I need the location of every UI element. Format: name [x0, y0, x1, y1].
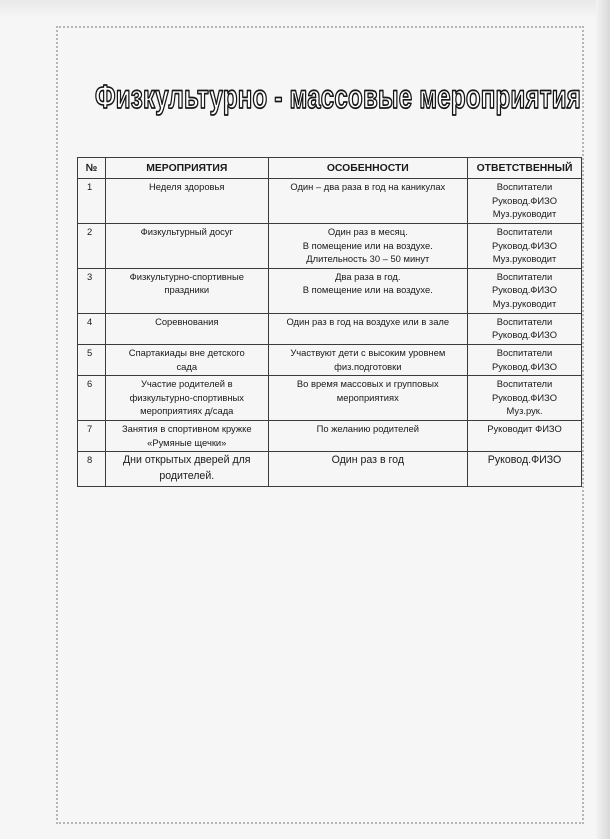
- table-row: [78, 452, 582, 487]
- responsible-line: Руковод.ФИЗО: [487, 454, 562, 467]
- event-line: физкультурно-спортивных: [129, 391, 244, 403]
- row-number: 2: [78, 223, 106, 268]
- event-cell: [105, 376, 268, 421]
- event-cell: [105, 452, 268, 487]
- responsible-line: Муз.рук.: [506, 405, 543, 417]
- feature-cell: [268, 421, 467, 452]
- event-line: родителей.: [159, 469, 215, 482]
- page-title: [88, 64, 588, 120]
- feature-line: В помещение или на воздухе.: [302, 284, 433, 296]
- responsible-line: Воспитатели: [496, 270, 553, 282]
- responsible-line: Воспитатели: [496, 225, 553, 237]
- event-cell: [105, 223, 268, 268]
- feature-line: Один – два раза в год на каникулах: [290, 181, 446, 193]
- responsible-cell: [468, 344, 582, 375]
- event-line: мероприятиях д/сада: [140, 405, 234, 417]
- header-number: №: [78, 158, 106, 179]
- feature-cell: [268, 313, 467, 344]
- responsible-line: Руководит ФИЗО: [487, 423, 562, 435]
- responsible-line: Муз.руководит: [492, 208, 557, 220]
- event-line: праздники: [164, 284, 210, 296]
- feature-cell: [268, 223, 467, 268]
- responsible-line: Воспитатели: [496, 346, 553, 358]
- event-cell: [105, 313, 268, 344]
- event-line: Физкультурно-спортивные: [129, 270, 244, 282]
- feature-cell: [268, 179, 467, 224]
- feature-line: Длительность 30 – 50 минут: [306, 253, 430, 265]
- event-cell: [105, 268, 268, 313]
- page-title-text: Физкультурно - массовые мероприятия: [95, 78, 581, 115]
- feature-line: Во время массовых и групповых: [296, 378, 439, 390]
- feature-line: мероприятиях: [336, 391, 399, 403]
- responsible-cell: [468, 268, 582, 313]
- table-row: [78, 223, 582, 268]
- header-event: МЕРОПРИЯТИЯ: [105, 158, 268, 179]
- row-number: 1: [78, 179, 106, 224]
- feature-line: По желанию родителей: [316, 423, 419, 435]
- event-line: сада: [176, 360, 198, 372]
- responsible-line: Руковод.ФИЗО: [491, 284, 558, 296]
- responsible-line: Руковод.ФИЗО: [491, 239, 558, 251]
- responsible-line: Воспитатели: [496, 378, 553, 390]
- feature-line: Два раза в год.: [335, 270, 401, 282]
- feature-cell: [268, 344, 467, 375]
- responsible-line: Руковод.ФИЗО: [491, 360, 558, 372]
- event-line: Соревнования: [155, 315, 219, 327]
- responsible-line: Руковод.ФИЗО: [491, 194, 558, 206]
- table-row: [78, 421, 582, 452]
- feature-line: Один раз в месяц.: [327, 225, 408, 237]
- feature-line: Один раз в год на воздухе или в зале: [286, 315, 450, 327]
- feature-cell: [268, 376, 467, 421]
- event-cell: [105, 179, 268, 224]
- feature-line: Один раз в год: [331, 454, 405, 467]
- row-number: 5: [78, 344, 106, 375]
- responsible-line: Воспитатели: [496, 181, 553, 193]
- event-line: Спартакиады вне детского: [128, 346, 245, 358]
- scan-edge-top: [0, 0, 610, 18]
- event-line: Участие родителей в: [140, 378, 233, 390]
- header-responsible: ОТВЕТСТВЕННЫЙ: [468, 158, 582, 179]
- responsible-cell: [468, 421, 582, 452]
- row-number: 8: [78, 452, 106, 487]
- event-line: Физкультурный досуг: [140, 225, 233, 237]
- responsible-cell: [468, 376, 582, 421]
- responsible-cell: [468, 313, 582, 344]
- table-row: [78, 268, 582, 313]
- table-header-row: [78, 158, 582, 179]
- event-line: Дни открытых дверей для: [122, 454, 251, 467]
- events-table: [77, 157, 582, 487]
- responsible-line: Воспитатели: [496, 315, 553, 327]
- feature-line: физ.подготовки: [334, 360, 402, 372]
- header-features: ОСОБЕННОСТИ: [268, 158, 467, 179]
- feature-line: Участвуют дети с высоким уровнем: [290, 346, 446, 358]
- event-cell: [105, 344, 268, 375]
- table-row: [78, 179, 582, 224]
- event-line: Неделя здоровья: [149, 181, 225, 193]
- responsible-line: Муз.руководит: [492, 253, 557, 265]
- feature-cell: [268, 268, 467, 313]
- event-cell: [105, 421, 268, 452]
- responsible-cell: [468, 223, 582, 268]
- row-number: 7: [78, 421, 106, 452]
- event-line: Занятия в спортивном кружке: [121, 423, 252, 435]
- row-number: 3: [78, 268, 106, 313]
- feature-cell: [268, 452, 467, 487]
- table-row: [78, 376, 582, 421]
- event-line: «Румяные щечки»: [147, 436, 227, 448]
- row-number: 4: [78, 313, 106, 344]
- responsible-cell: [468, 452, 582, 487]
- responsible-line: Руковод.ФИЗО: [491, 391, 558, 403]
- responsible-line: Муз.руководит: [492, 298, 557, 310]
- table-row: [78, 344, 582, 375]
- responsible-cell: [468, 179, 582, 224]
- responsible-line: Руковод.ФИЗО: [491, 329, 558, 341]
- feature-line: В помещение или на воздухе.: [302, 239, 433, 251]
- scan-edge-right: [596, 0, 610, 839]
- row-number: 6: [78, 376, 106, 421]
- page-title-graphic: [88, 64, 588, 120]
- table-row: [78, 313, 582, 344]
